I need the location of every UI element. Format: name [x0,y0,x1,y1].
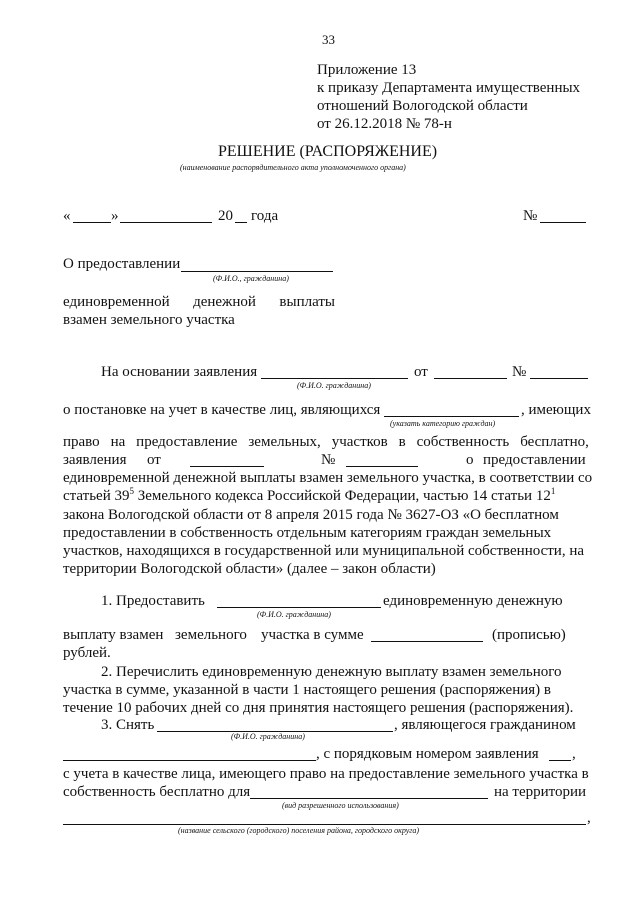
date-quote-open: « [63,208,71,224]
basis-line-3-word-2: на [110,434,126,450]
basis-line-3-word-8: бесплатно, [520,434,589,450]
item2-line-3: течение 10 рабочих дней со дня принятия настоящего решения (распоряжения). [63,700,574,716]
basis-from-word: от [414,364,428,380]
item1-line-2-a: выплату взамен [63,627,164,643]
basis-line-9: участков, находящихся в государственной или муниципальной собственности, на [63,543,585,559]
item3-citizenship-blank [63,760,316,761]
item3-settlement-blank [63,824,586,825]
date-year-blank [235,222,247,223]
item3-order-number-blank [549,760,571,761]
item3-line-4-b: на территории [494,784,587,800]
subject-fio-caption: (Ф.И.О., гражданина) [213,274,289,283]
subject-prefix: О предоставлении [63,256,181,272]
basis-line-7: закона Вологодской области от 8 апреля 2015 года № 3627-ОЗ «О бесплатном [63,507,559,523]
item3-line-5-end: , [587,810,591,826]
item2-line-2: участка в сумме, указанной в части 1 настоящего решения (распоряжения) в [63,682,551,698]
basis-line-2: о постановке на учет в качестве лиц, являющихся [63,402,381,418]
item3-line-2: , с порядковым номером заявления [316,746,539,762]
item1-line-2-c: участка в сумме [261,627,364,643]
document-title: РЕШЕНИЕ (РАСПОРЯЖЕНИЕ) [218,143,438,160]
subject-word-1: единовременной [63,294,170,310]
date-century: 20 [218,208,233,224]
basis-line-6-b: Земельного кодекса Российской Федерации, частью 14 статьи 12 [134,488,551,504]
item1-line-3: рублей. [63,645,111,661]
item3-line-3: с учета в качестве лица, имеющего право на предоставление земельного участка в [63,766,589,782]
doc-number-blank [540,222,586,223]
basis-category-caption: (указать категорию граждан) [390,419,496,428]
subject-word-3: выплаты [279,294,335,310]
date-year-word: года [251,208,279,224]
appendix-line-3: отношений Вологодской области [317,98,528,114]
date-month-blank [120,222,212,223]
doc-number-sign: № [523,208,538,224]
basis-category-blank [384,416,519,417]
basis-fio-blank [261,378,408,379]
basis-line-3-word-3: предоставление [136,434,238,450]
item1-fio-blank [217,607,381,608]
item3-prefix: 3. Снять [101,717,155,733]
basis-line-3-word-6: в [398,434,406,450]
item1-fio-caption: (Ф.И.О. гражданина) [257,610,331,619]
basis-line-6 [63,488,555,505]
basis-line-4-e: предоставлении [483,452,586,468]
item1-prefix: 1. Предоставить [101,593,205,609]
basis-line-4-from: от [147,452,161,468]
basis-line-4-number-blank [346,466,418,467]
basis-line-6-a: статьей 39 [63,488,130,504]
item2-line-1: 2. Перечислить единовременную денежную выплату взамен земельного [101,664,562,680]
basis-line-4-number-sign: № [321,452,336,468]
item1-line-2-b: земельного [175,627,247,643]
title-caption: (наименование распорядительного акта уполномоченного органа) [180,163,406,172]
appendix-line-2: к приказу Департамента имущественных [317,80,581,96]
basis-line-3-word-1: право [63,434,100,450]
page-number: 33 [322,32,335,47]
basis-prefix: На основании заявления [101,364,258,380]
appendix-line-1: Приложение 13 [317,62,417,78]
subject-word-2: денежной [193,294,256,310]
basis-line-5: единовременной денежной выплаты взамен земельного участка, в соответствии со [63,470,593,486]
basis-line-3-word-4: земельных, [248,434,321,450]
subject-fio-blank [181,271,333,272]
item3-use-caption: (вид разрешенного использования) [282,801,399,810]
basis-line-4-a: заявления [63,452,127,468]
item3-use-blank [250,798,488,799]
subject-line-3: взамен земельного участка [63,312,235,328]
item3-fio-caption: (Ф.И.О. гражданина) [231,732,305,741]
date-quote-close: » [111,208,119,224]
item3-settlement-caption: (название сельского (городского) поселения района, городского округа) [178,826,420,835]
basis-line-4-date-blank [190,466,264,467]
basis-number-sign: № [512,364,527,380]
basis-line-6-sup: 5 [129,486,134,496]
date-day-blank [73,222,111,223]
basis-line-3 [63,434,589,451]
basis-fio-caption: (Ф.И.О. гражданина) [297,381,371,390]
item1-sum-blank [371,641,483,642]
basis-line-10: территории Вологодской области» (далее – закон области) [63,561,436,577]
item3-line-2-end: , [572,746,576,762]
basis-date-blank [434,378,507,379]
basis-line-4-o: о [466,452,474,468]
basis-line-8: предоставлении в собственность отдельным категориям граждан земельных [63,525,552,541]
basis-line-2-suffix: , имеющих [521,402,591,418]
appendix-line-4: от 26.12.2018 № 78-н [317,116,452,132]
basis-line-3-word-7: собственность [416,434,510,450]
basis-line-6-sup2: 1 [550,486,556,496]
item3-line-4-a: собственность бесплатно для [63,784,251,800]
basis-number-blank [530,378,588,379]
basis-line-3-word-5: участков [331,434,388,450]
item1-suffix: единовременную денежную [383,593,563,609]
item3-suffix: , являющегося гражданином [394,717,576,733]
subject-line-2 [63,294,335,311]
item1-line-2-d: (прописью) [492,627,566,643]
